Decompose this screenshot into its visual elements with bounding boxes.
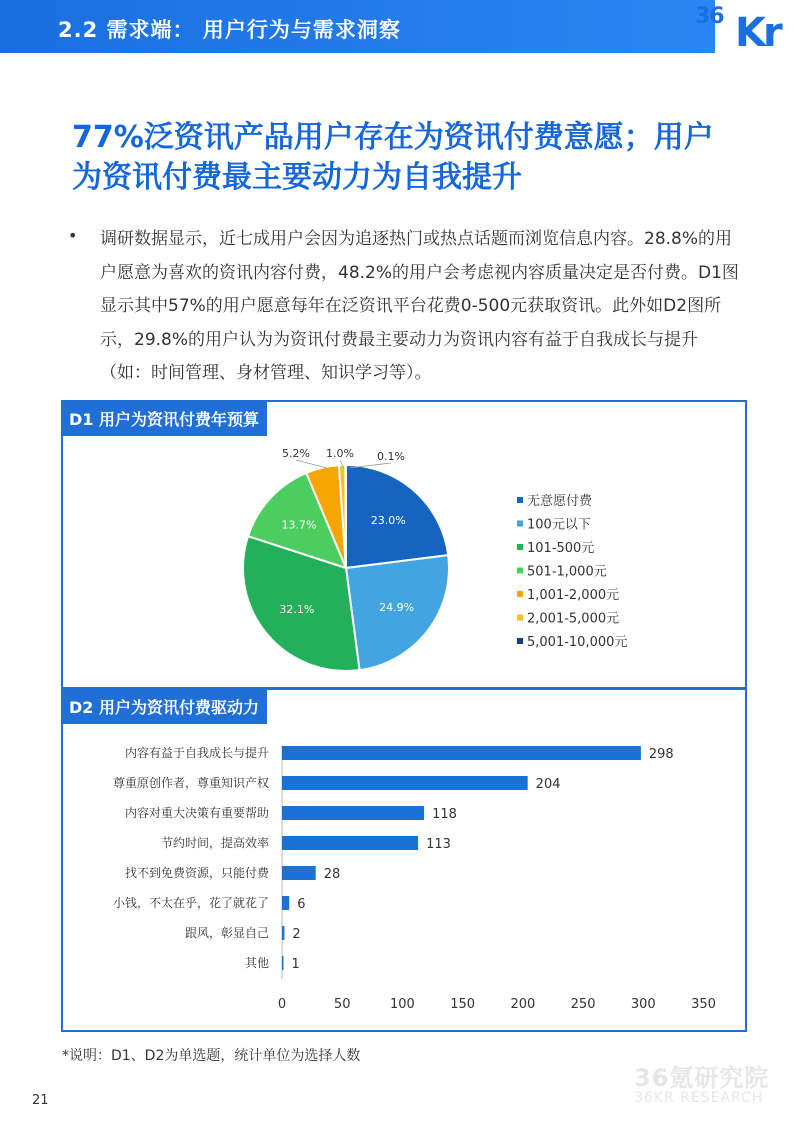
pie-slice-label: 5.2% (282, 447, 310, 460)
legend-swatch (517, 521, 523, 527)
pie-slice (345, 465, 346, 568)
legend-swatch (517, 615, 523, 621)
bar-value-label: 204 (535, 777, 561, 792)
bar-category-label: 内容对重大决策有重要帮助 (124, 806, 269, 820)
panel-title-d2: D2 用户为资讯付费驱动力 (63, 690, 267, 724)
legend-item: 100元以下 (527, 517, 591, 533)
chart-panel-d2 (61, 688, 747, 1032)
legend-item: 5,001-10,000元 (527, 635, 628, 650)
chart-panel-d1 (61, 400, 747, 689)
x-tick-label: 350 (691, 997, 716, 1012)
page-headline: 77%泛资讯产品用户存在为资讯付费意愿；用户为资讯付费最主要动力为自我提升 (72, 120, 714, 195)
pie-chart (63, 402, 745, 687)
pie-slice-label: 13.7% (281, 518, 317, 532)
bar-category-label: 跟风，彰显自己 (184, 926, 269, 940)
bar (282, 956, 284, 970)
bar (282, 746, 641, 760)
legend-item: 101-500元 (527, 541, 595, 556)
bar-category-label: 其他 (244, 956, 269, 970)
bar (282, 806, 424, 820)
bar-value-label: 113 (426, 837, 451, 852)
bar-category-label: 找不到免费资源，只能付费 (124, 866, 269, 880)
section-title: 2.2 需求端： 用户行为与需求洞察 (58, 18, 401, 42)
bar-category-label: 内容有益于自我成长与提升 (124, 746, 269, 760)
x-tick-label: 100 (390, 997, 415, 1012)
legend-swatch (517, 497, 523, 503)
bar-value-label: 2 (292, 927, 301, 942)
bar-category-label: 小钱，不太在乎，花了就花了 (112, 896, 269, 910)
bar-value-label: 28 (323, 867, 341, 882)
bar-category-label: 节约时间，提高效率 (160, 836, 269, 850)
pie-slice-label: 1.0% (326, 447, 354, 460)
legend-swatch (517, 544, 523, 550)
legend-item: 501-1,000元 (527, 564, 607, 580)
x-tick-label: 300 (630, 997, 656, 1012)
header-bar (0, 0, 715, 53)
legend-swatch (517, 638, 523, 644)
bar (282, 776, 528, 790)
x-tick-label: 200 (510, 997, 536, 1012)
pie-slice-label: 23.0% (370, 514, 406, 528)
x-tick-label: 50 (333, 997, 351, 1012)
x-tick-label: 150 (450, 997, 476, 1012)
watermark: 36氪研究院 (634, 1064, 770, 1092)
bar-chart (63, 690, 745, 1030)
bar-value-label: 1 (291, 957, 300, 972)
bar-value-label: 298 (648, 747, 674, 762)
bar (282, 836, 418, 850)
page-number: 21 (32, 1093, 49, 1108)
watermark-sub: 36KR RESEARCH (634, 1090, 764, 1106)
bullet-marker: • (68, 226, 78, 245)
legend-item: 无意愿付费 (527, 494, 593, 509)
pie-slice-label: 24.9% (379, 601, 415, 614)
bar-value-label: 6 (297, 897, 306, 912)
panel-title-d1: D1 用户为资讯付费年预算 (63, 402, 267, 436)
logo-number: 36 (695, 4, 724, 29)
legend-item: 2,001-5,000元 (527, 611, 620, 627)
bar-value-label: 118 (432, 807, 457, 822)
x-tick-label: 250 (570, 997, 596, 1012)
pie-slice-label: 0.1% (377, 450, 405, 463)
bar (282, 866, 316, 880)
footnote: *说明：D1、D2为单选题，统计单位为选择人数 (62, 1048, 361, 1064)
legend-swatch (517, 591, 523, 597)
x-tick-label: 0 (277, 997, 287, 1012)
legend-item: 1,001-2,000元 (527, 588, 620, 603)
pie-leader-line (296, 460, 327, 468)
bullet-paragraph: 调研数据显示，近七成用户会因为追逐热门或热点话题而浏览信息内容。28.8%的用户愿意为喜欢的资讯内容付费，48.2%的用户会考虑视内容质量决定是否付费。D1图显示其中57%的用户愿意每年在泛资讯平台花费0-500元获取资讯。此外如D2图所示，29.8%的用户认为为资讯付费最主要动力为资讯内容有益于自我成长与提升（如：时间管理、身材管理、知识学习等）。 (100, 229, 739, 383)
legend-swatch (517, 568, 523, 574)
bar (282, 926, 284, 940)
bar (282, 896, 289, 910)
logo-letters: Kr (735, 10, 780, 56)
pie-slice-label: 32.1% (279, 602, 315, 616)
bar-category-label: 尊重原创作者，尊重知识产权 (112, 776, 269, 790)
